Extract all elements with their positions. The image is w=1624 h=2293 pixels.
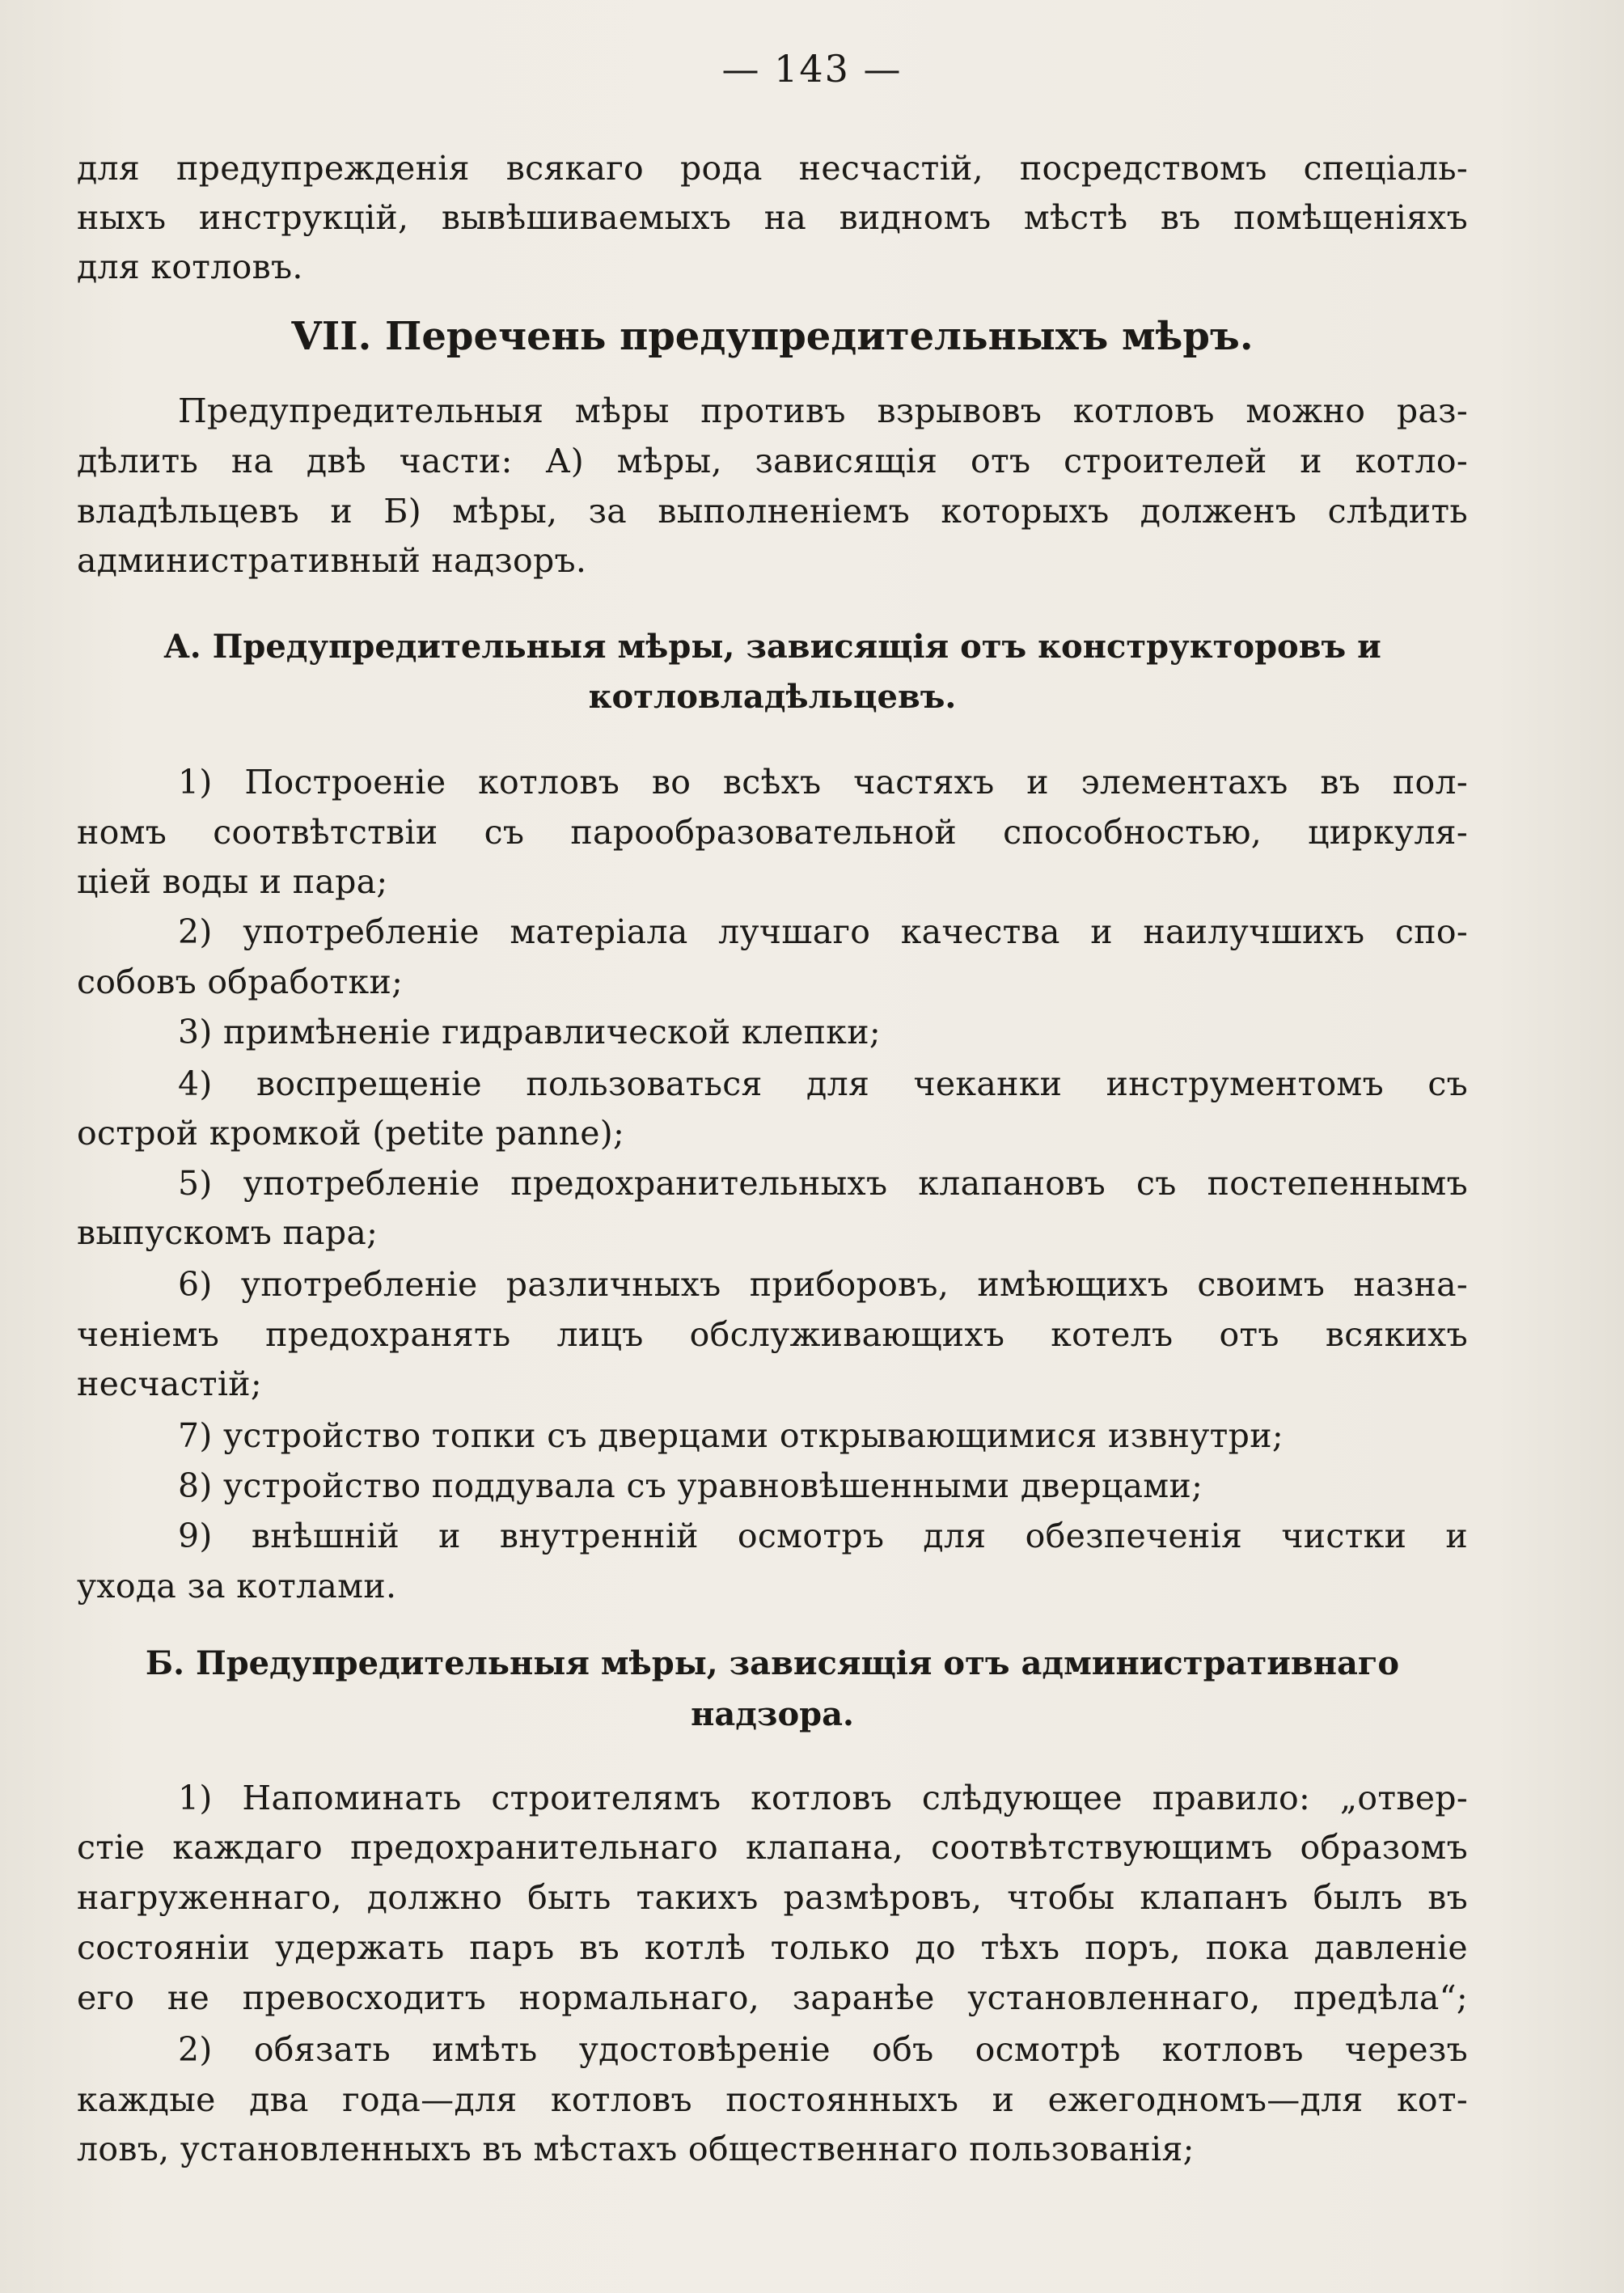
page-number: — 143 — xyxy=(721,47,903,91)
text-line: административный надзоръ. xyxy=(77,541,587,580)
list-item-line: 6) употребленіе различныхъ приборовъ, имѣющихъ своимъ назна- xyxy=(178,1265,1468,1304)
text-line: Предупредительныя мѣры противъ взрывовъ котловъ можно раз- xyxy=(178,391,1468,430)
list-item-line: ціей воды и пара; xyxy=(77,862,388,901)
list-item-line: собовъ обработки; xyxy=(77,962,404,1001)
list-item-line: 1) Построеніе котловъ во всѣхъ частяхъ и элементахъ въ пол- xyxy=(178,763,1468,802)
list-item-line: стіе каждаго предохранительнаго клапана, соотвѣтствующимъ образомъ xyxy=(77,1828,1468,1867)
list-item-line: 2) обязать имѣть удостовѣреніе объ осмотрѣ котловъ черезъ xyxy=(178,2030,1468,2069)
list-item-line: ухода за котлами. xyxy=(77,1567,397,1606)
text-line: для предупрежденія всякаго рода несчастій, посредствомъ спеціаль- xyxy=(77,149,1468,188)
part-b-title: надзора. xyxy=(691,1695,854,1733)
list-item-line: 7) устройство топки съ дверцами открывающимися извнутри; xyxy=(178,1416,1284,1455)
text-line: владѣльцевъ и Б) мѣры, за выполненіемъ которыхъ долженъ слѣдить xyxy=(77,492,1468,531)
list-item-line: выпускомъ пара; xyxy=(77,1213,379,1252)
list-item-line: нагруженнаго, должно быть такихъ размѣровъ, чтобы клапанъ былъ въ xyxy=(77,1878,1468,1917)
list-item-line: несчастій; xyxy=(77,1364,263,1403)
part-b-title: Б. Предупредительныя мѣры, зависящія отъ административнаго xyxy=(145,1644,1400,1682)
list-item-line: 3) примѣненіе гидравлической клепки; xyxy=(178,1013,881,1051)
list-item-line: номъ соотвѣтствіи съ парообразовательной способностью, циркуля- xyxy=(77,813,1468,852)
part-a-title: котловладѣльцевъ. xyxy=(588,678,957,716)
list-item-line: 1) Напоминать строителямъ котловъ слѣдующее правило: „отвер- xyxy=(178,1779,1468,1817)
list-item-line: 4) воспрещеніе пользоваться для чеканки инструментомъ съ xyxy=(178,1064,1468,1103)
list-item-line: ченіемъ предохранять лицъ обслуживающихъ котелъ отъ всякихъ xyxy=(77,1315,1468,1354)
list-item-line: его не превосходитъ нормальнаго, заранѣе установленнаго, предѣла“; xyxy=(77,1978,1468,2017)
list-item-line: 5) употребленіе предохранительныхъ клапановъ съ постепеннымъ xyxy=(178,1164,1468,1203)
list-item-line: острой кромкой (petite panne); xyxy=(77,1114,625,1153)
list-item-line: состояніи удержать паръ въ котлѣ только до тѣхъ поръ, пока давленіе xyxy=(77,1928,1468,1967)
text-line: ныхъ инструкцій, вывѣшиваемыхъ на видномъ мѣстѣ въ помѣщеніяхъ xyxy=(77,198,1468,237)
section-title: VII. Перечень предупредительныхъ мѣръ. xyxy=(291,314,1254,359)
text-line: для котловъ. xyxy=(77,247,303,286)
list-item-line: 8) устройство поддувала съ уравновѣшенными дверцами; xyxy=(178,1466,1203,1505)
text-line: дѣлить на двѣ части: А) мѣры, зависящія отъ строителей и котло- xyxy=(77,442,1468,480)
list-item-line: 2) употребленіе матеріала лучшаго качества и наилучшихъ спо- xyxy=(178,912,1468,951)
list-item-line: каждые два года—для котловъ постоянныхъ и ежегодномъ—для кот- xyxy=(77,2080,1468,2119)
list-item-line: ловъ, установленныхъ въ мѣстахъ общественнаго пользованія; xyxy=(77,2130,1195,2168)
part-a-title: А. Предупредительныя мѣры, зависящія отъ конструкторовъ и xyxy=(163,628,1381,666)
list-item-line: 9) внѣшній и внутренній осмотръ для обезпеченія чистки и xyxy=(178,1517,1468,1555)
